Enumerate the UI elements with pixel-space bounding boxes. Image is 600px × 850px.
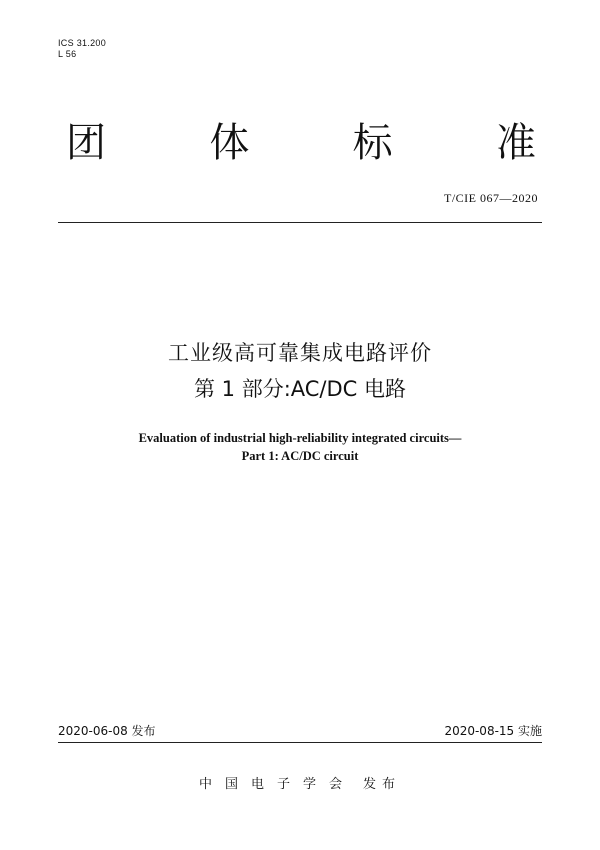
publisher-action: 发布 — [363, 777, 402, 792]
english-title-line1: Evaluation of industrial high-reliability integrated circuits— — [138, 431, 462, 445]
standard-type-char: 体 — [209, 120, 250, 166]
publisher-line — [0, 773, 600, 792]
publisher-name: 中国电子学会 — [198, 777, 355, 792]
ics-code: ICS 31.200 — [58, 38, 107, 48]
implement-date: 2020-08-15 实施 — [444, 724, 542, 738]
standard-type-char: 标 — [352, 120, 393, 166]
standard-type-heading — [66, 118, 536, 168]
chinese-title-line2: 第 1 部分:AC/DC 电路 — [193, 377, 407, 401]
classification-block — [58, 38, 106, 60]
class-code: L 56 — [58, 49, 77, 59]
publish-date: 2020-06-08 发布 — [58, 724, 156, 738]
bottom-divider — [58, 742, 542, 743]
english-title-line2: Part 1: AC/DC circuit — [241, 449, 359, 463]
top-divider — [58, 222, 542, 223]
standard-type-char: 准 — [495, 120, 536, 166]
standard-number: T/CIE 067—2020 — [444, 191, 538, 205]
standard-type-char: 团 — [66, 120, 106, 166]
chinese-title-line1: 工业级高可靠集成电路评价 — [168, 341, 432, 365]
